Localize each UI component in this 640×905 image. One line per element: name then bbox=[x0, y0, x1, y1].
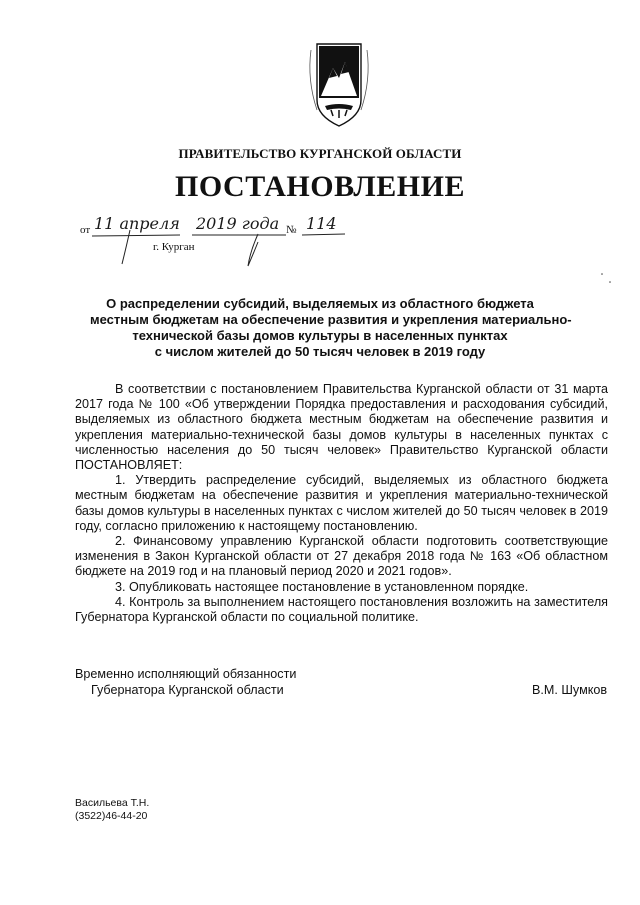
date-year: 2019 года bbox=[196, 214, 280, 233]
signatory-position-line1: Временно исполняющий обязанности bbox=[75, 667, 297, 681]
scan-artifact bbox=[596, 268, 616, 288]
resolution-item-3: 3. Опубликовать настоящее постановление в установленном порядке. bbox=[115, 579, 529, 594]
government-title: ПРАВИТЕЛЬСТВО КУРГАНСКОЙ ОБЛАСТИ bbox=[178, 146, 462, 161]
document-number: 114 bbox=[306, 214, 337, 233]
resolution-item-1: 1. Утвердить распределение субсидий, выделяемых из областного бюджета местным бюджетам на обеспечение развития и укрепления материально-технической базы домов культуры в населенных пунктах с числом жителей до 50 тысяч человек в 2019 году, согласно приложению к настоящему постановлению. bbox=[75, 473, 608, 533]
executor-name: Васильева Т.Н. bbox=[75, 797, 150, 809]
resolution-item-4: 4. Контроль за выполнением настоящего постановления возложить на заместителя Губернатора Курганской области по социальной политике. bbox=[75, 594, 608, 625]
preamble-paragraph: В соответствии с постановлением Правительства Курганской области от 31 марта 2017 года № 100 «Об утверждении Порядка предоставления и расходования субсидий, выделяемых из областного бюджета местным бюджетам на обеспечение развития и укрепления материально-технической базы домов культуры в населенных пунктах с численностью населения до 50 тысяч человек» Правительство Курганской области ПОСТАНОВЛЯЕТ: bbox=[75, 382, 608, 473]
heading-line: О распределении субсидий, выделяемых из областного бюджета bbox=[106, 296, 534, 311]
city-label: г. Курган bbox=[153, 241, 195, 253]
date-prefix-label: от bbox=[80, 224, 91, 236]
date-number-line bbox=[80, 212, 380, 272]
document-type-title: ПОСТАНОВЛЕНИЕ bbox=[175, 170, 465, 203]
number-label: № bbox=[286, 224, 297, 236]
coat-of-arms-icon bbox=[303, 40, 375, 130]
document-heading bbox=[90, 296, 572, 360]
resolution-item-2: 2. Финансовому управлению Курганской области подготовить соответствующие изменения в Закон Курганской области от 27 декабря 2018 года № 163 «Об областном бюджете на 2019 год и на плановый период 2020 и 2021 годов». bbox=[75, 534, 608, 579]
heading-line: технической базы домов культуры в населенных пунктах bbox=[132, 328, 508, 343]
heading-line: с числом жителей до 50 тысяч человек в 2019 году bbox=[154, 344, 486, 359]
date-day-month: 11 апреля bbox=[94, 214, 180, 233]
executor-phone: (3522)46-44-20 bbox=[75, 810, 148, 822]
signatory-position-line2: Губернатора Курганской области bbox=[91, 683, 284, 697]
signatory-name: В.М. Шумков bbox=[532, 683, 608, 697]
document-body bbox=[75, 382, 608, 625]
heading-line: местным бюджетам на обеспечение развития и укрепления материально- bbox=[90, 312, 572, 327]
date-underline-strokes bbox=[80, 212, 380, 272]
